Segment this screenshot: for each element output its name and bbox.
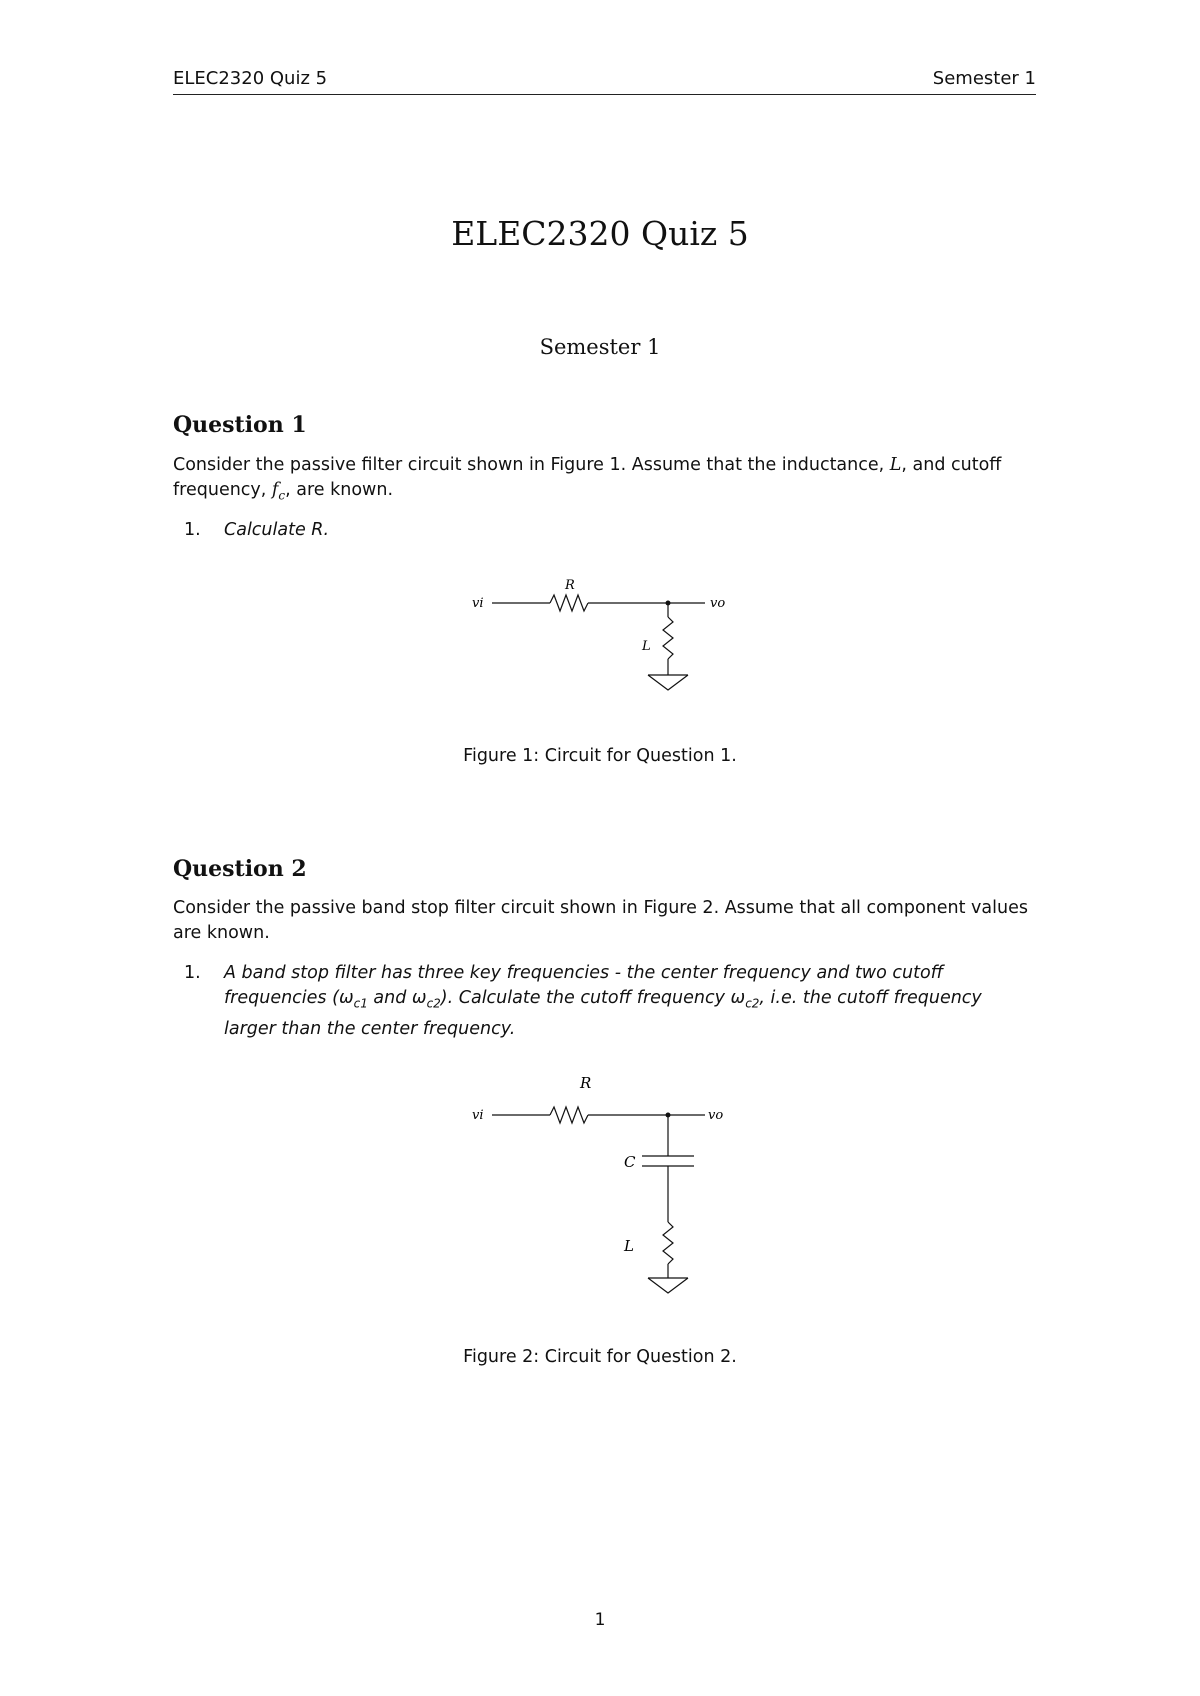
label-vo: vo [708, 1108, 724, 1123]
q2-sub-c2: c2 [426, 996, 441, 1011]
q1-text-part: Consider the passive filter circuit shown in Figure 1. Assume that the inductance, [173, 455, 890, 475]
q2-omega: ω [730, 988, 746, 1008]
q1-var-fc-sub: c [278, 488, 286, 503]
q1-item-text: Calculate R. [224, 520, 330, 540]
label-c: C [624, 1153, 636, 1171]
q2-item-number: 1. [184, 963, 201, 983]
q1-item-number: 1. [184, 520, 201, 540]
q2-text-part: A band stop filter has three key frequencies - the center frequency and two cutoff frequencies ( [224, 963, 944, 1008]
resistor-r [550, 1107, 588, 1123]
junction-node [666, 1113, 671, 1118]
figure-1-caption: Figure 1: Circuit for Question 1. [463, 746, 737, 766]
q2-sub-c1: c1 [353, 996, 368, 1011]
label-l: L [642, 639, 651, 654]
question-2-item [184, 961, 1036, 1042]
question-1-text [173, 453, 1036, 509]
page-number: 1 [594, 1610, 606, 1630]
label-vo: vo [710, 596, 726, 611]
running-header [173, 66, 1036, 95]
resistor-r [550, 595, 588, 611]
figure-1-circuit [470, 575, 740, 735]
q2-text-part: and [367, 988, 412, 1008]
q2-item-text [224, 961, 1036, 1042]
inductor-l [663, 1222, 673, 1264]
question-1-item [184, 518, 1036, 543]
ground-icon [648, 1278, 688, 1293]
question-2-heading: Question 2 [173, 856, 307, 882]
label-r: R [580, 1074, 592, 1092]
q2-omega: ω [338, 988, 354, 1008]
ground-icon [648, 675, 688, 690]
q2-text-part: ). Calculate the cutoff frequency [440, 988, 731, 1008]
question-2-text: Consider the passive band stop filter circuit shown in Figure 2. Assume that all component values are known. [173, 898, 1028, 943]
header-semester: Semester 1 [932, 68, 1036, 89]
document-subtitle: Semester 1 [539, 335, 661, 359]
q1-var-fc: f [271, 480, 279, 500]
q2-sub-c2: c2 [745, 996, 760, 1011]
document-title: ELEC2320 Quiz 5 [451, 214, 749, 253]
header-course: ELEC2320 Quiz 5 [173, 68, 328, 89]
q1-text-part: , are known. [285, 480, 394, 500]
inductor-l [663, 617, 673, 659]
q1-text-part: , and cutoff frequency, [173, 455, 1002, 500]
q2-omega: ω [411, 988, 427, 1008]
q1-var-l: L [889, 455, 902, 475]
figure-2-circuit [470, 1070, 740, 1335]
junction-node [666, 601, 671, 606]
q2-text-part: , i.e. the cutoff frequency larger than the center frequency. [224, 988, 982, 1039]
label-l: L [624, 1237, 634, 1255]
label-r: R [565, 578, 575, 593]
question-1-heading: Question 1 [173, 412, 307, 438]
label-vi: vi [472, 1108, 484, 1123]
label-vi: vi [472, 596, 484, 611]
figure-2-caption: Figure 2: Circuit for Question 2. [463, 1347, 737, 1367]
